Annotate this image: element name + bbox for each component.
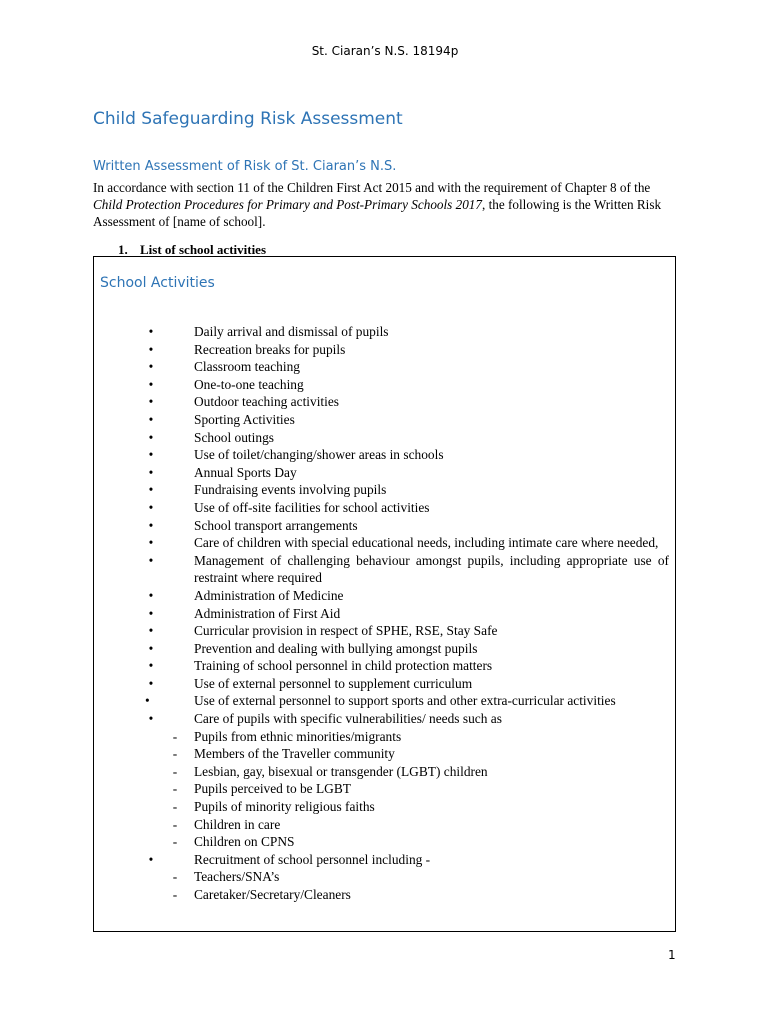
list-item-text: Children on CPNS — [194, 834, 295, 850]
list-item-text: Fundraising events involving pupils — [194, 482, 387, 498]
list-item-text: Teachers/SNA’s — [194, 869, 280, 885]
list-item-text: School transport arrangements — [194, 517, 358, 533]
list-item — [93, 728, 676, 746]
list-item — [93, 376, 676, 394]
page-header: St. Ciaran’s N.S. 18194p — [311, 44, 459, 58]
bullet-marker: • — [148, 464, 154, 480]
bullet-marker: • — [148, 376, 154, 392]
list-item-text: Recruitment of school personnel including - — [194, 851, 431, 867]
list-item-text: Caretaker/Secretary/Cleaners — [194, 887, 351, 902]
bullet-marker: • — [148, 429, 154, 445]
list-item-text: Pupils from ethnic minorities/migrants — [194, 728, 402, 744]
list-item — [93, 429, 676, 447]
list-item-text: Sporting Activities — [194, 411, 295, 427]
bullet-marker: • — [148, 640, 154, 656]
bullet-marker: • — [148, 341, 154, 357]
list-item-text: Use of toilet/changing/shower areas in schools — [194, 447, 444, 463]
list-item — [93, 499, 676, 517]
document-title: Child Safeguarding Risk Assessment — [93, 109, 403, 129]
dash-marker: - — [172, 816, 178, 832]
list-item — [93, 341, 676, 359]
list-item — [93, 868, 676, 886]
dash-marker: - — [172, 799, 178, 815]
list-item-text: Pupils perceived to be LGBT — [194, 781, 351, 797]
list-item-text: Training of school personnel in child protection matters — [194, 658, 493, 674]
list-item — [93, 358, 676, 376]
list-item-text: Use of external personnel to supplement curriculum — [194, 675, 473, 691]
list-item — [93, 833, 676, 851]
list-item-text: Members of the Traveller community — [194, 746, 395, 762]
dash-marker: - — [172, 763, 178, 779]
list-item — [93, 851, 676, 869]
bullet-marker: • — [148, 587, 154, 603]
intro-text-part1: In accordance with section 11 of the Children First Act 2015 and with the requirement of Chapter 8 of the — [93, 180, 651, 195]
bullet-marker: • — [148, 447, 154, 463]
list-item — [93, 464, 676, 482]
bullet-marker: • — [148, 499, 154, 515]
list-item — [93, 552, 676, 587]
list-item-text: One-to-one teaching — [194, 376, 304, 392]
bullet-marker: • — [148, 605, 154, 621]
list-item-text: Care of pupils with specific vulnerabilities/ needs such as — [194, 711, 502, 727]
list-item — [93, 517, 676, 535]
list-item — [93, 710, 676, 728]
intro-text-part2: , the following is the Written Risk Assessment of [name of school]. — [93, 197, 662, 229]
bullet-marker: • — [148, 623, 154, 639]
list-item — [93, 816, 676, 834]
bullet-marker: • — [148, 711, 154, 727]
bullet-marker: • — [148, 394, 154, 410]
list-item — [93, 886, 676, 904]
intro-italic-reference: Child Protection Procedures for Primary and Post-Primary Schools 2017 — [93, 197, 482, 212]
list-item — [93, 393, 676, 411]
list-item-text: Use of external personnel to support sports and other extra-curricular activities — [194, 693, 616, 709]
bullet-marker: • — [148, 482, 154, 498]
list-item — [93, 323, 676, 341]
activities-box-title: School Activities — [100, 275, 215, 291]
list-item — [93, 605, 676, 623]
dash-marker: - — [172, 746, 178, 762]
list-item-text: Management of challenging behaviour amongst pupils, including appropriate use of restraint where required — [194, 552, 669, 586]
list-item — [93, 780, 676, 798]
list-item-text: Use of off-site facilities for school activities — [194, 499, 430, 515]
list-item-text: Recreation breaks for pupils — [194, 341, 346, 357]
dash-marker: - — [172, 869, 178, 885]
list-item-text: Administration of Medicine — [194, 587, 344, 603]
section-title: List of school activities — [140, 242, 267, 257]
dash-marker: - — [172, 781, 178, 797]
list-item-text: Children in care — [194, 816, 281, 832]
list-item — [93, 640, 676, 658]
bullet-marker: • — [148, 411, 154, 427]
section-number: 1. — [118, 242, 128, 257]
list-item — [93, 763, 676, 781]
activities-list — [93, 323, 676, 904]
list-item — [93, 675, 676, 693]
list-item — [93, 534, 676, 552]
dash-marker: - — [172, 728, 178, 744]
list-item-text: Curricular provision in respect of SPHE, RSE, Stay Safe — [194, 623, 498, 639]
intro-paragraph — [93, 179, 676, 230]
list-item — [93, 745, 676, 763]
bullet-marker: • — [148, 658, 154, 674]
bullet-marker: • — [148, 517, 154, 533]
list-item-text: Lesbian, gay, bisexual or transgender (LGBT) children — [194, 763, 488, 779]
page-number: 1 — [668, 948, 676, 962]
bullet-marker: • — [148, 675, 154, 691]
dash-marker: - — [172, 834, 178, 850]
list-item-text: School outings — [194, 429, 274, 445]
document-subtitle: Written Assessment of Risk of St. Ciaran’s N.S. — [93, 159, 397, 174]
bullet-marker: • — [148, 324, 154, 339]
bullet-marker: • — [148, 552, 154, 568]
list-item — [93, 798, 676, 816]
list-item-text: Annual Sports Day — [194, 464, 297, 480]
list-item-text: Classroom teaching — [194, 359, 300, 375]
list-item — [93, 657, 676, 675]
list-item-text: Pupils of minority religious faiths — [194, 799, 375, 815]
list-item-text: Administration of First Aid — [194, 605, 341, 621]
list-item-text: Daily arrival and dismissal of pupils — [194, 324, 389, 339]
list-item-text: Care of children with special educational needs, including intimate care where needed, — [194, 535, 659, 551]
list-item — [93, 622, 676, 640]
bullet-marker: • — [148, 535, 154, 551]
list-item — [93, 481, 676, 499]
bullet-marker: • — [148, 851, 154, 867]
list-item — [93, 411, 676, 429]
list-item — [93, 587, 676, 605]
list-item — [93, 446, 676, 464]
bullet-marker: • — [145, 693, 150, 709]
list-item-text: Outdoor teaching activities — [194, 394, 340, 410]
bullet-marker: • — [148, 359, 154, 375]
dash-marker: - — [172, 887, 178, 902]
list-item — [93, 692, 676, 710]
list-item-text: Prevention and dealing with bullying amongst pupils — [194, 640, 478, 656]
